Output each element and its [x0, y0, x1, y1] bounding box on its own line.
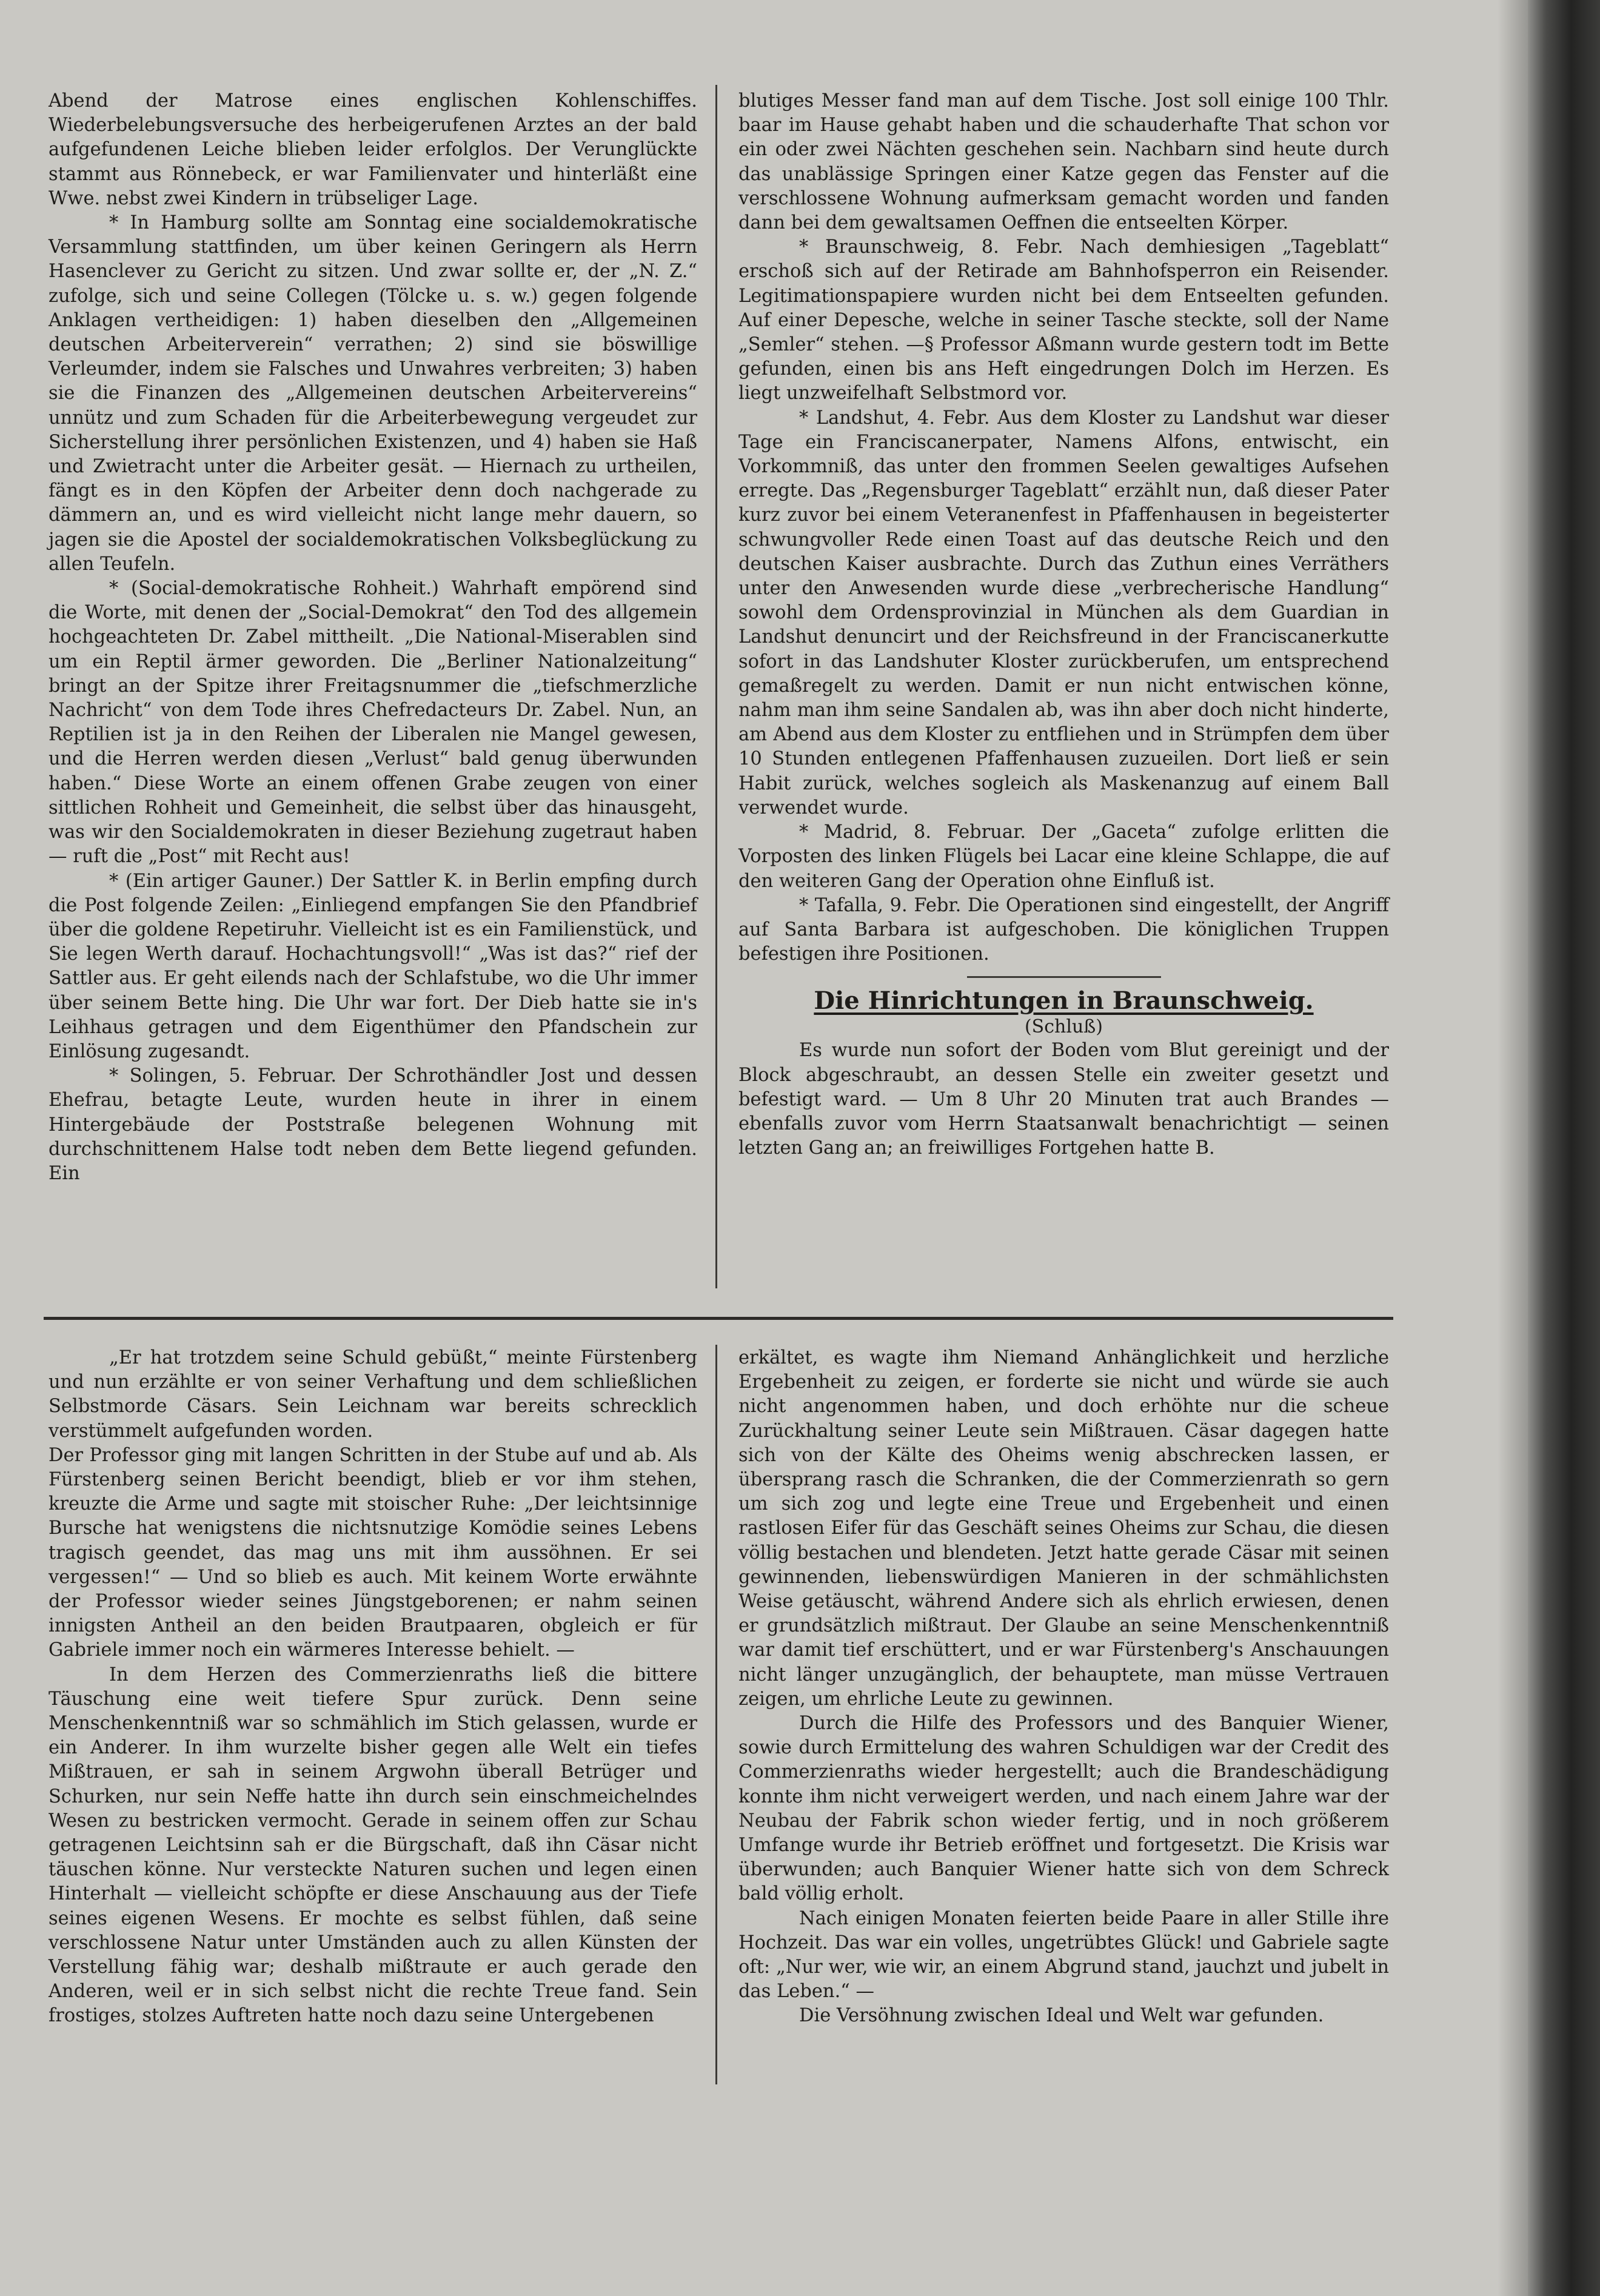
page-edge-shadow [1498, 0, 1528, 2296]
news-paragraph: * Solingen, 5. Februar. Der Schrothändler Jost und dessen Ehefrau, betagte Leute, wurden heute in ihrer in einem Hintergebäude der Poststraße belegenen Wohnung mit durchschnittenem Halse todt neben dem Bette liegend gefunden. Ein [49, 1065, 697, 1184]
story-paragraph: Nach einigen Monaten feierten beide Paare in aller Stille ihre Hochzeit. Das war ein volles, ungetrübtes Glück! und Gabriele sagte oft: „Nur wer, wie wir, an einem Abgrund stand, jauchzt und jubelt in das Leben.“ — [738, 1907, 1389, 2003]
news-paragraph: * In Hamburg sollte am Sonntag eine socialdemokratische Versammlung stattfinden, um über keinen Geringern als Herrn Hasenclever zu Gericht zu sitzen. Und zwar sollte er, der „N. Z.“ zufolge, sich und seine Collegen (Tölcke u. s. w.) gegen folgende Anklagen vertheidigen: 1) haben dieselben den „Allgemeinen deutschen Arbeiterverein“ verrathen; 2) sind sie böswillige Verleumder, indem sie Falsches und Unwahres verbreiten; 3) haben sie die Finanzen des „Allgemeinen deutschen Arbeitervereins“ unnütz und zum Schaden für die Arbeiterbewegung vergeudet zur Sicherstellung ihrer persönlichen Existenzen, und 4) haben sie Haß und Zwietracht unter die Arbeiter gesät. — Hiernach zu urtheilen, fängt es in den Köpfen der Arbeiter denn doch nachgerade zu dämmern an, und es wird vielleicht nicht lange mehr dauern, so jagen sie die Apostel der socialdemokratischen Volksbeglückung zu allen Teufeln. [49, 212, 697, 575]
news-paragraph: * (Social-demokratische Rohheit.) Wahrhaft empörend sind die Worte, mit denen der „Social-Demokrat“ den Tod des allgemein hochgeachteten Dr. Zabel mittheilt. „Die National-Miserablen sind um ein Reptil ärmer geworden. Die „Berliner Nationalzeitung“ bringt an der Spitze ihrer Freitagsnummer die „tiefschmerzliche Nachricht“ von dem Tode ihres Chefredacteurs Dr. Zabel. Nun, an Reptilien ist ja in den Reihen der Liberalen nie Mangel gewesen, und die Herren werden diesen „Verlust“ bald genug überwunden haben.“ Diese Worte an einem offenen Grabe zeugen von einer sittlichen Rohheit und Gemeinheit, die selbst über das hinausgeht, was wir den Socialdemokraten in dieser Beziehung zugetraut haben — ruft die „Post“ mit Recht aus! [49, 578, 697, 868]
book-binding [1528, 0, 1600, 2296]
news-paragraph: * Tafalla, 9. Febr. Die Operationen sind eingestellt, der Angriff auf Santa Barbara ist aufgeschoben. Die königlichen Truppen befestigen ihre Positionen. [738, 894, 1389, 965]
feuilleton-divider [44, 1317, 1393, 1320]
news-paragraph: * Madrid, 8. Februar. Der „Gaceta“ zufolge erlitten die Vorposten des linken Flügels bei Lacar eine kleine Schlappe, die auf den weiteren Gang der Operation ohne Einfluß ist. [738, 822, 1389, 892]
top-left-column [49, 89, 697, 1186]
bottom-left-column [49, 1346, 697, 2029]
top-right-column [738, 89, 1389, 1160]
news-paragraph: Abend der Matrose eines englischen Kohlenschiffes. Wiederbelebungsversuche des herbeigerufenen Arztes an der bald aufgefundenen Leiche blieben leider erfolglos. Der Verunglückte stammt aus Rönnebeck, er war Familienvater und hinterläßt eine Wwe. nebst zwei Kindern in trübseliger Lage. [49, 90, 697, 209]
column-divider [715, 85, 717, 1288]
bottom-right-column [738, 1346, 1389, 2029]
story-paragraph: Die Versöhnung zwischen Ideal und Welt war gefunden. [799, 2005, 1324, 2027]
column-divider [715, 1345, 717, 2084]
news-paragraph: * (Ein artiger Gauner.) Der Sattler K. in Berlin empfing durch die Post folgende Zeilen: „Einliegend empfangen Sie den Pfandbrief über die goldene Repetiruhr. Vielleicht ist es ein Familienstück, und Sie legen Werth darauf. Hochachtungsvoll!“ „Was ist das?“ rief der Sattler aus. Er geht eilends nach der Schlafstube, wo die Uhr immer über seinem Bette hing. Die Uhr war fort. Der Dieb hatte sie in's Leihhaus getragen und dem Eigenthümer den Pfandschein zur Einlösung zugesandt. [49, 870, 697, 1062]
story-paragraph: „Er hat trotzdem seine Schuld gebüßt,“ meinte Fürstenberg und nun erzählte er von seiner Verhaftung und dem schließlichen Selbstmorde Cäsars. Sein Leichnam war bereits schrecklich verstümmelt aufgefunden worden. [49, 1347, 697, 1442]
news-paragraph: * Braunschweig, 8. Febr. Nach demhiesigen „Tageblatt“ erschoß sich auf der Retirade am Bahnhofsperron ein Reisender. Legitimationspapiere wurden nicht bei dem Entseelten gefunden. Auf einer Depesche, welche in seiner Tasche steckte, soll der Name „Semler“ stehen. —§ Professor Aßmann wurde gestern todt im Bette gefunden, einen bis ans Heft eingedrungen Dolch im Herzen. Es liegt unzweifelhaft Selbstmord vor. [738, 236, 1389, 404]
article-paragraph: Es wurde nun sofort der Boden vom Blut gereinigt und der Block abgeschraubt, an dessen Stelle ein zweiter gesetzt und befestigt ward. — Um 8 Uhr 20 Minuten trat auch Brandes — ebenfalls zuvor vom Herrn Staatsanwalt benachrichtigt — seinen letzten Gang an; an freiwilliges Fortgehen hatte B. [738, 1040, 1389, 1159]
story-paragraph: Der Professor ging mit langen Schritten in der Stube auf und ab. Als Fürstenberg seinen Bericht beendigt, blieb er vor ihm stehen, kreuzte die Arme und sagte mit stoischer Ruhe: „Der leichtsinnige Bursche hat wenigstens die nichtsnutzige Komödie seines Lebens tragisch geendet, das mag uns mit ihm aussöhnen. Er sei vergessen!“ — Und so blieb es auch. Mit keinem Worte erwähnte der Professor wieder seines Jüngstgeborenen; er nahm seinen innigsten Antheil an den beiden Brautpaaren, obgleich er für Gabriele immer noch ein wärmeres Interesse behielt. — [49, 1444, 697, 1661]
article-subheading: (Schluß) [1024, 1016, 1103, 1038]
article-heading: Die Hinrichtungen in Braunschweig. [814, 986, 1314, 1016]
story-paragraph: erkältet, es wagte ihm Niemand Anhänglichkeit und herzliche Ergebenheit zu zeigen, er forderte sie nicht und würde sie auch nicht angenommen haben, und doch erhöhte nur die scheue Zurückhaltung seiner Leute sein Mißtrauen. Cäsar dagegen hatte sich von der Kälte des Oheims wenig abschrecken lassen, er übersprang rasch die Schranken, die der Commerzienrath so gern um sich zog und legte eine Treue und Ergebenheit und einen rastlosen Eifer für das Geschäft seines Oheims zur Schau, die diesen völlig bestachen und blendeten. Jetzt hatte gerade Cäsar mit seinen gewinnenden, liebenswürdigen Manieren in der schmählichsten Weise getäuscht, während Andere sich als ehrlich erwiesen, denen er grundsätzlich mißtraut. Der Glaube an seine Menschenkenntniß war damit tief erschüttert, und er war Fürstenberg's Anschauungen nicht länger unzugänglich, der behauptete, man müsse Vertrauen zeigen, um ehrliche Leute zu gewinnen. [738, 1347, 1389, 1710]
story-paragraph: In dem Herzen des Commerzienraths ließ die bittere Täuschung eine weit tiefere Spur zurück. Denn seine Menschenkenntniß war so schmählich im Stich gelassen, wurde er ein Anderer. In ihm wurzelte bisher gegen alle Welt ein tiefes Mißtrauen, er sah in seinem Argwohn überall Betrüger und Schurken, nur sein Neffe hatte ihn durch sein einschmeichelndes Wesen zu bestricken vermocht. Gerade in seinem offen zur Schau getragenen Leichtsinn sah er die Bürgschaft, daß ihn Cäsar nicht täuschen könne. Nur versteckte Naturen suchen und legen einen Hinterhalt — vielleicht schöpfte er diese Anschauung aus der Tiefe seines eigenen Wesens. Er mochte es selbst fühlen, daß seine verschlossene Natur unter Umständen auch zu allen Künsten der Verstellung fähig war; deshalb mißtraute er auch gerade den Anderen, weil er in sich selbst nicht die rechte Treue fand. Sein frostiges, stolzes Auftreten hatte noch dazu seine Untergebenen [49, 1664, 697, 2027]
section-rule [967, 976, 1161, 978]
story-paragraph: Durch die Hilfe des Professors und des Banquier Wiener, sowie durch Ermittelung des wahren Schuldigen war der Credit des Commerzienraths wieder hergestellt; auch die Brandeschädigung konnte ihm nicht verweigert werden, und nach einem Jahre war der Neubau der Fabrik schon wieder fertig, und in noch größerem Umfange wurde ihr Betrieb eröffnet und fortgesetzt. Die Krisis war überwunden; auch Banquier Wiener hatte sich von dem Schreck bald völlig erholt. [738, 1713, 1389, 1905]
news-paragraph: blutiges Messer fand man auf dem Tische. Jost soll einige 100 Thlr. baar im Hause gehabt haben und die schauderhafte That schon vor ein oder zwei Nächten geschehen sein. Nachbarn sind heute durch das unablässige Springen einer Katze gegen das Fenster auf die verschlossene Wohnung aufmerksam gemacht worden und fanden dann bei dem gewaltsamen Oeffnen die entseelten Körper. [738, 90, 1389, 234]
news-paragraph: * Landshut, 4. Febr. Aus dem Kloster zu Landshut war dieser Tage ein Franciscanerpater, Namens Alfons, entwischt, ein Vorkommniß, das unter den frommen Seelen gewaltiges Aufsehen erregte. Das „Regensburger Tageblatt“ erzählt nun, daß dieser Pater kurz zuvor bei einem Veteranenfest in Pfaffenhausen in begeisterter schwungvoller Rede einen Toast auf das deutsche Reich und den deutschen Kaiser ausbrachte. Durch das Zuthun eines Verräthers unter den Anwesenden wurde diese „verbrecherische Handlung“ sowohl dem Ordensprovinzial in München als dem Guardian in Landshut denuncirt und der Reichsfreund in der Franciscanerkutte sofort in das Landshuter Kloster zurückberufen, um entsprechend gemaßregelt zu werden. Damit er nun nicht entwischen könne, nahm man ihm seine Sandalen ab, was ihn aber doch nicht hinderte, am Abend aus dem Kloster zu entfliehen und in Strümpfen dem über 10 Stunden entlegenen Pfaffenhausen zuzueilen. Dort ließ er sein Habit zurück, welches sogleich als Maskenanzug auf einem Ball verwendet wurde. [738, 407, 1389, 818]
